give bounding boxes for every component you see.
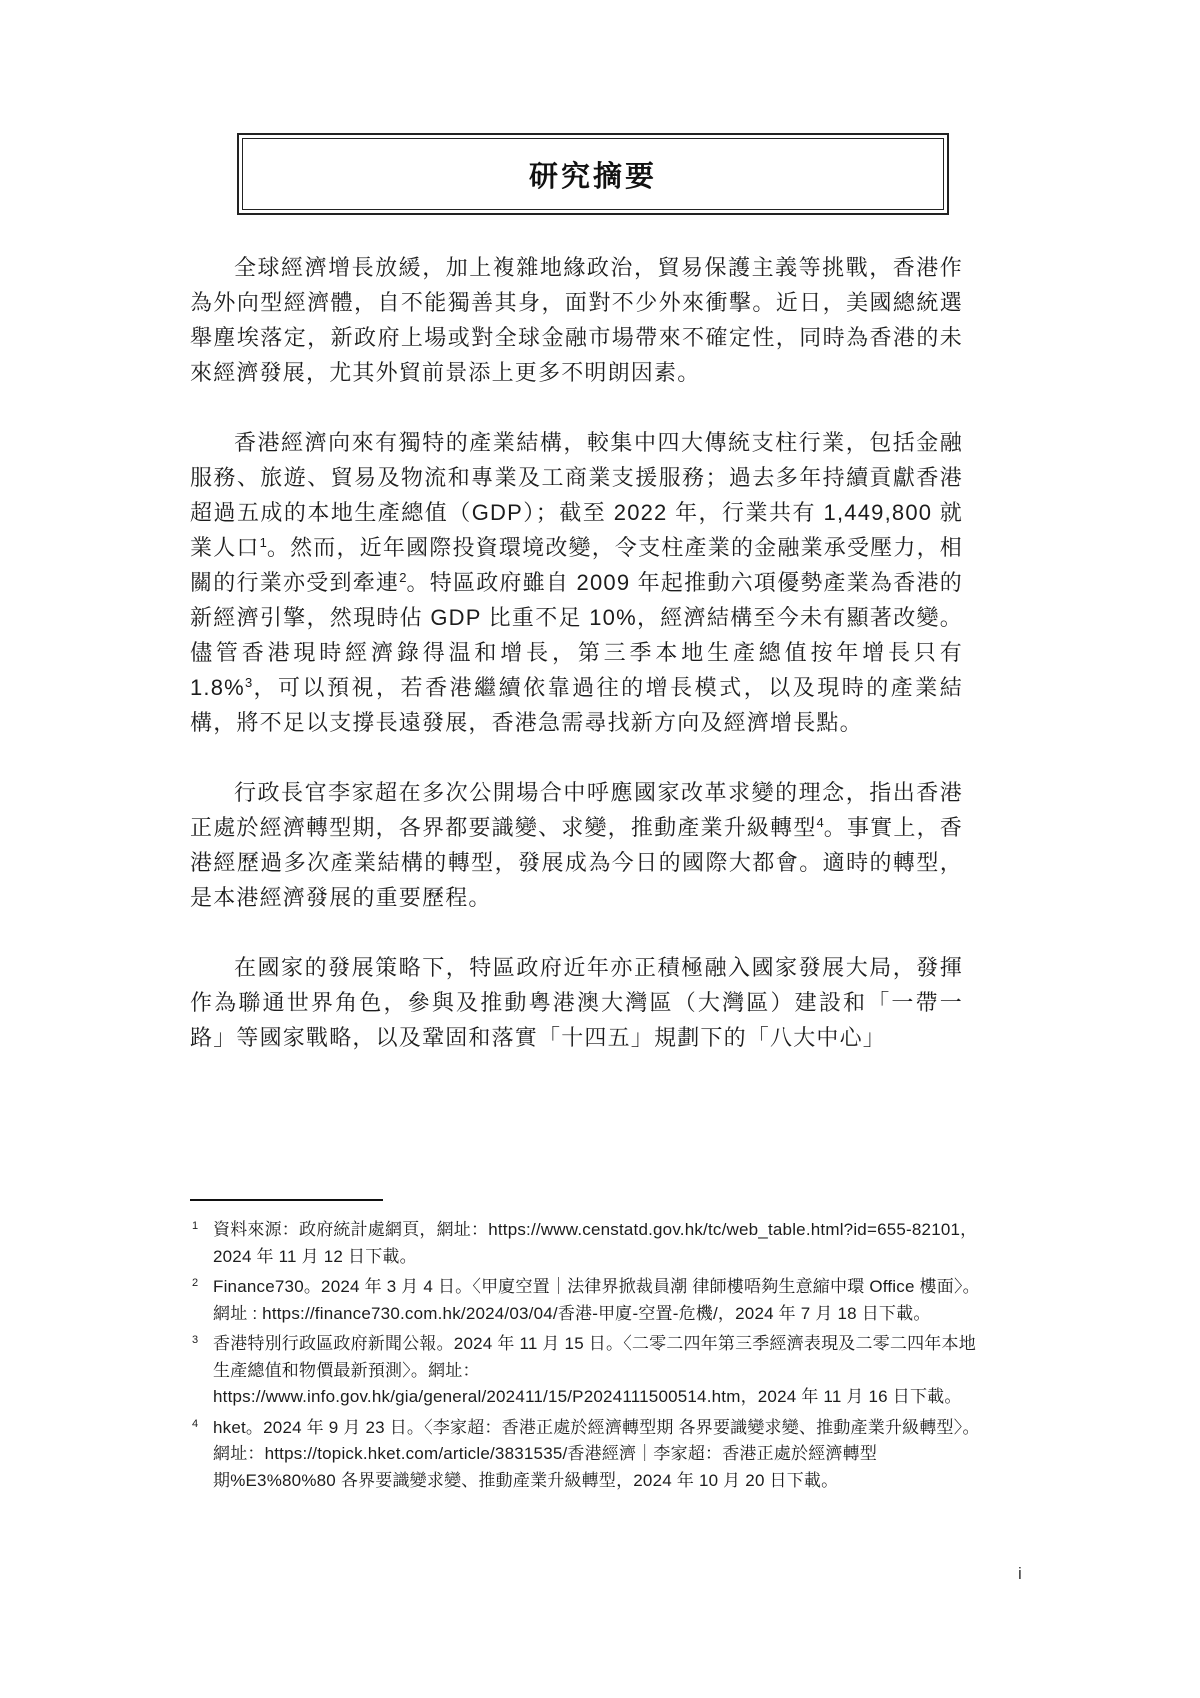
footnote-text: 香港特別行政區政府新聞公報。2024 年 11 月 15 日。〈二零二四年第三季經濟表現及二零二四年本地生產總值和物價最新預測〉。網址：https://www.info.gov.hk/gia/general/202411/15/P2024111500514.htm，2024 年 11 月 16 日下載。	[213, 1334, 976, 1406]
footnote-text: hket。2024 年 9 月 23 日。〈李家超：香港正處於經濟轉型期 各界要識變求變、推動產業升級轉型〉。網址：https://topick.hket.com/article/3831535/香港經濟｜李家超：香港正處於經濟轉型期%E3%80%80 各界要識變求變、推動產業升級轉型，2024 年 10 月 20 日下載。	[213, 1417, 980, 1490]
body-paragraph: 全球經濟增長放緩，加上複雜地緣政治，貿易保護主義等挑戰，香港作為外向型經濟體，自不能獨善其身，面對不少外來衝擊。近日，美國總統選舉塵埃落定，新政府上場或對全球金融市場帶來不確定性，同時為香港的未來經濟發展，尤其外貿前景添上更多不明朗因素。	[190, 255, 963, 385]
footnote-marker: 4	[192, 1417, 199, 1430]
body-paragraphs	[190, 250, 963, 1090]
footnote-area	[192, 1213, 992, 1494]
footnote-ref: 3	[244, 675, 253, 690]
body-paragraph: 在國家的發展策略下，特區政府近年亦正積極融入國家發展大局，發揮作為聯通世界角色，參與及推動粵港澳大灣區（大灣區）建設和「一帶一路」等國家戰略，以及鞏固和落實「十四五」規劃下的「八大中心」	[190, 955, 963, 1050]
body-paragraph: 行政長官李家超在多次公開場合中呼應國家改革求變的理念，指出香港正處於經濟轉型期，各界都要識變、求變，推動產業升級轉型$^4$。事實上，香港經歷過多次產業結構的轉型，發展成為今日的國際大都會。適時的轉型，是本港經濟發展的重要歷程。	[190, 780, 963, 910]
footnote-ref: 2	[399, 570, 407, 585]
footnote-separator	[190, 1199, 383, 1201]
footnote-text: 資料來源：政府統計處網頁，網址：https://www.censtatd.gov.hk/tc/web_table.html?id=655-82101，2024 年 11 月 12 日下載。	[213, 1220, 978, 1266]
footnote	[192, 1327, 992, 1411]
footnote-marker: 3	[192, 1334, 199, 1346]
title-box-inner-border	[242, 138, 944, 210]
footnote-ref: 1	[259, 535, 267, 550]
page-title: 研究摘要	[528, 160, 657, 193]
footnote-marker: 1	[192, 1220, 199, 1232]
footnote-text: Finance730。2024 年 3 月 4 日。〈甲廈空置｜法律界掀裁員潮 律師樓唔夠生意縮中環 Office 樓面〉。網址 : https://finance730.com.hk/2024/03/04/香港-甲廈-空置-危機/，2024 年 7 月 18 日下載。	[213, 1277, 980, 1323]
footnote	[192, 1213, 992, 1270]
body-paragraph: 香港經濟向來有獨特的產業結構，較集中四大傳統支柱行業，包括金融服務、旅遊、貿易及物流和專業及工商業支援服務；過去多年持續貢獻香港超過五成的本地生產總值（GDP）；截至 2022 年，行業共有 1,449,800 就業人口$^1$。然而，近年國際投資環境改變，令支柱產業的金融業承受壓力，相關的行業亦受到牽連$^2$。特區政府雖自 2009 年起推動六項優勢產業為香港的新經濟引擎，然現時佔 GDP 比重不足 10%，經濟結構至今未有顯著改變。儘管香港現時經濟錄得温和增長，第三季本地生產總值按年增長只有 1.8%$^3$，可以預視，若香港繼續依靠過往的增長模式，以及現時的產業結構，將不足以支撐長遠發展，香港急需尋找新方向及經濟增長點。	[190, 430, 963, 735]
footnote-ref: 4	[816, 815, 824, 830]
footnote	[192, 1411, 992, 1495]
title-box	[237, 133, 949, 215]
footnote-marker: 2	[192, 1277, 199, 1289]
page-number: i	[1018, 1564, 1022, 1583]
footnote	[192, 1270, 992, 1327]
